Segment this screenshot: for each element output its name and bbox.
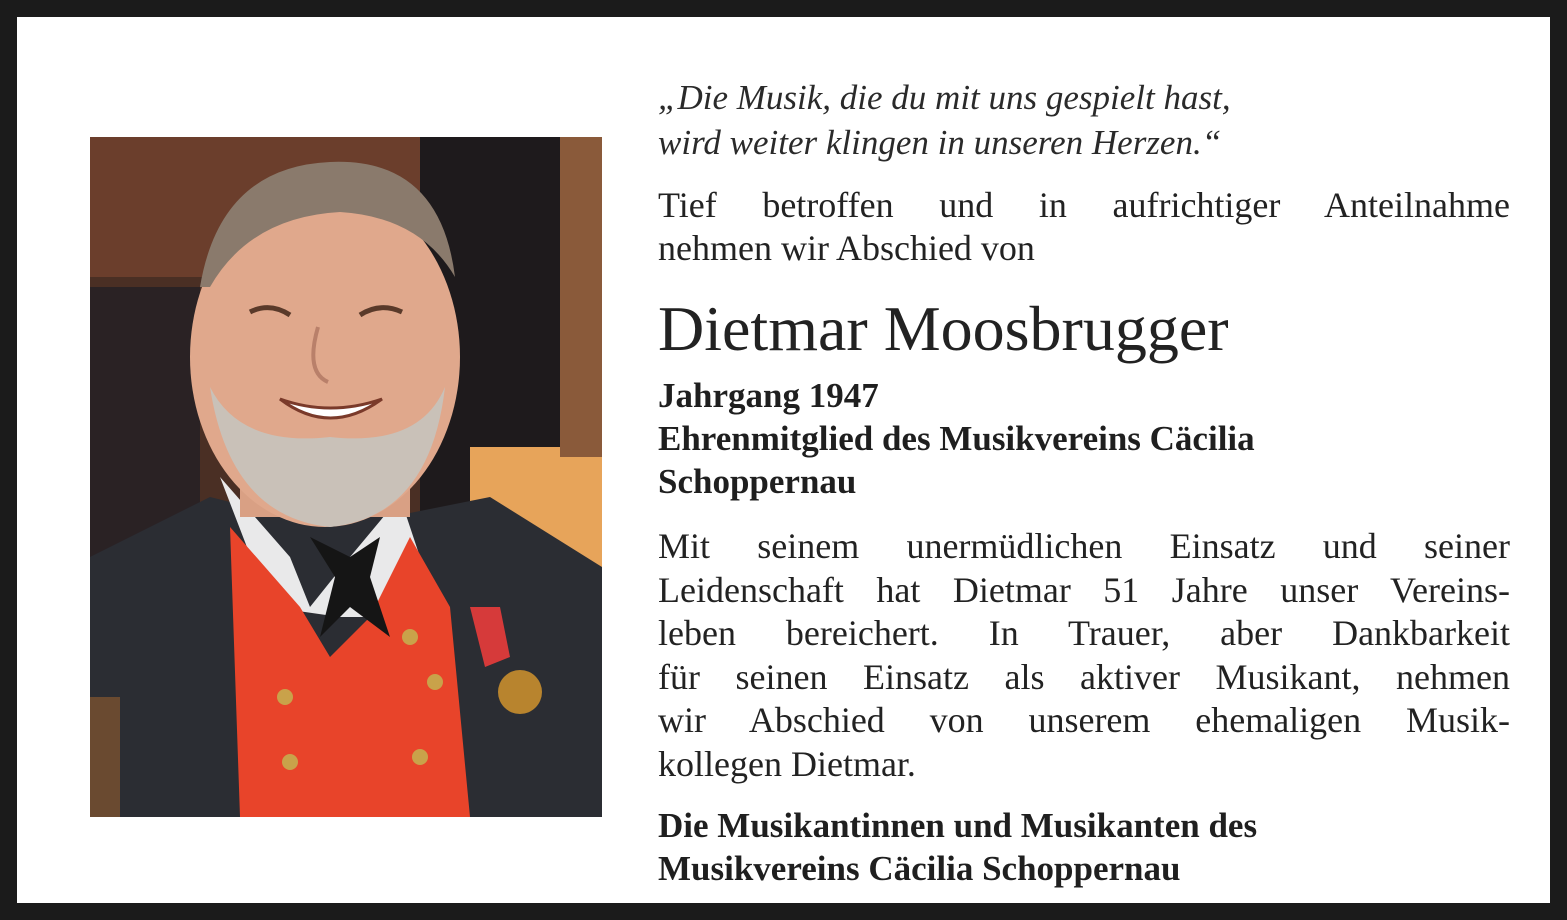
tribute-line: Mit seinem unermüdlichen Einsatz und seiner [658,526,1510,566]
place-line: Schoppernau [658,462,857,501]
quote-line: „Die Musik, die du mit uns gespielt hast, [658,78,1231,117]
tribute-line: für seinen Einsatz als aktiver Musikant, nehmen [658,656,1510,697]
signoff-line: Die Musikantinnen und Musikanten des [658,806,1258,845]
deceased-details [658,374,1255,503]
intro-line: Tief betroffen und in aufrichtiger Anteilnahme [658,185,1510,225]
tribute-text [658,525,1510,786]
intro-line: nehmen wir Abschied von [658,228,1035,268]
portrait-photo [90,137,602,817]
tribute-line: leben bereichert. In Trauer, aber Dankbarkeit [658,613,1510,653]
birth-year-line: Jahrgang 1947 [658,376,879,415]
memorial-quote [658,75,1518,165]
tribute-line: kollegen Dietmar. [658,743,916,784]
intro-text [658,184,1510,270]
quote-line: wird weiter klingen in unseren Herzen.“ [658,123,1222,162]
honorary-member-line: Ehrenmitglied des Musikvereins Cäcilia [658,419,1255,458]
signoff [658,804,1257,890]
signoff-line: Musikvereins Cäcilia Schoppernau [658,849,1181,888]
tribute-line: wir Abschied von unserem ehemaligen Musik- [658,700,1510,740]
tribute-line: Leidenschaft hat Dietmar 51 Jahre unser Vereins- [658,569,1510,610]
deceased-name: Dietmar Moosbrugger [658,293,1229,364]
